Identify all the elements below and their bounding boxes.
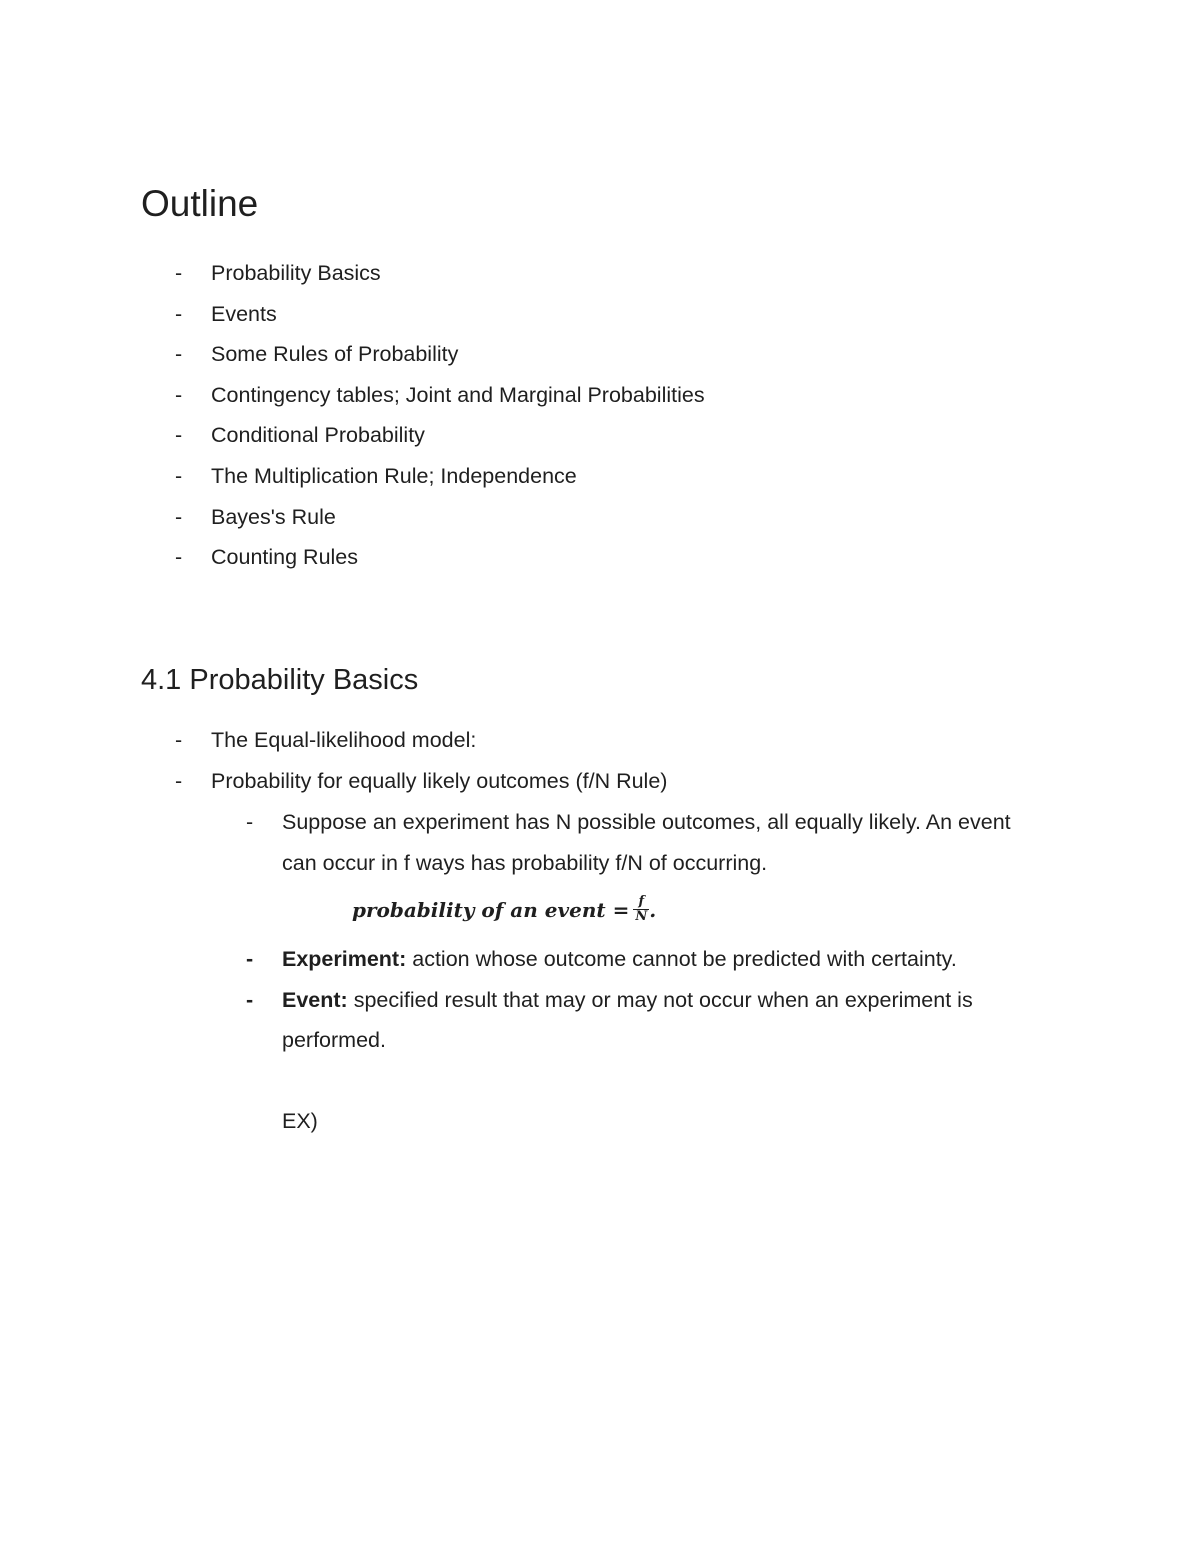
- section-item-text: Probability for equally likely outcomes (f/N Rule): [211, 768, 668, 793]
- experiment-definition: [282, 939, 1066, 980]
- formula-lhs: probability of an event =: [352, 898, 630, 922]
- list-item: [246, 939, 1066, 980]
- outline-item-text: Bayes's Rule: [211, 504, 336, 529]
- event-term: Event:: [282, 987, 348, 1012]
- bullet-dash: -: [175, 728, 183, 752]
- sub-list: [246, 802, 1066, 888]
- outline-item-text: Probability Basics: [211, 261, 381, 285]
- bullet-dash: -: [175, 545, 183, 570]
- outline-item-text: Events: [211, 301, 277, 326]
- experiment-term: Experiment:: [282, 947, 407, 971]
- list-item: [246, 980, 1066, 1061]
- fraction-denominator: N: [635, 909, 648, 924]
- outline-item-text: Counting Rules: [211, 545, 359, 570]
- event-text: specified result that may or may not occur when an experiment is performed.: [282, 987, 973, 1053]
- suppose-text: Suppose an experiment has N possible outcomes, all equally likely. An event can occur in f ways has probability f/N of occurring.: [282, 810, 1011, 875]
- outline-item-text: The Multiplication Rule; Independence: [211, 463, 577, 488]
- bullet-dash: -: [175, 301, 183, 326]
- bullet-dash: -: [175, 261, 183, 285]
- formula-end: .: [649, 898, 657, 922]
- bullet-dash: -: [246, 810, 254, 834]
- bullet-dash: -: [175, 423, 183, 448]
- definition-list: [246, 939, 1066, 1061]
- outline-item-text: Contingency tables; Joint and Marginal Probabilities: [211, 382, 705, 407]
- fraction: [633, 895, 649, 924]
- example-label: EX): [282, 1109, 318, 1133]
- experiment-text: action whose outcome cannot be predicted with certainty.: [406, 947, 957, 971]
- bullet-dash: -: [246, 987, 254, 1012]
- section-heading: 4.1 Probability Basics: [141, 664, 419, 696]
- bullet-dash: -: [175, 342, 183, 367]
- bullet-dash: -: [246, 947, 254, 971]
- probability-formula: [352, 888, 656, 932]
- list-item: [246, 802, 1066, 888]
- section-item-text: The Equal-likelihood model:: [211, 728, 477, 752]
- outline-item-text: Conditional Probability: [211, 423, 425, 448]
- bullet-dash: -: [175, 768, 183, 793]
- bullet-dash: -: [175, 382, 183, 407]
- bullet-dash: -: [175, 463, 183, 488]
- outline-item-text: Some Rules of Probability: [211, 342, 459, 367]
- outline-title: Outline: [141, 183, 259, 224]
- bullet-dash: -: [175, 504, 183, 529]
- event-definition: [282, 980, 1052, 1061]
- fraction-numerator: f: [633, 895, 649, 910]
